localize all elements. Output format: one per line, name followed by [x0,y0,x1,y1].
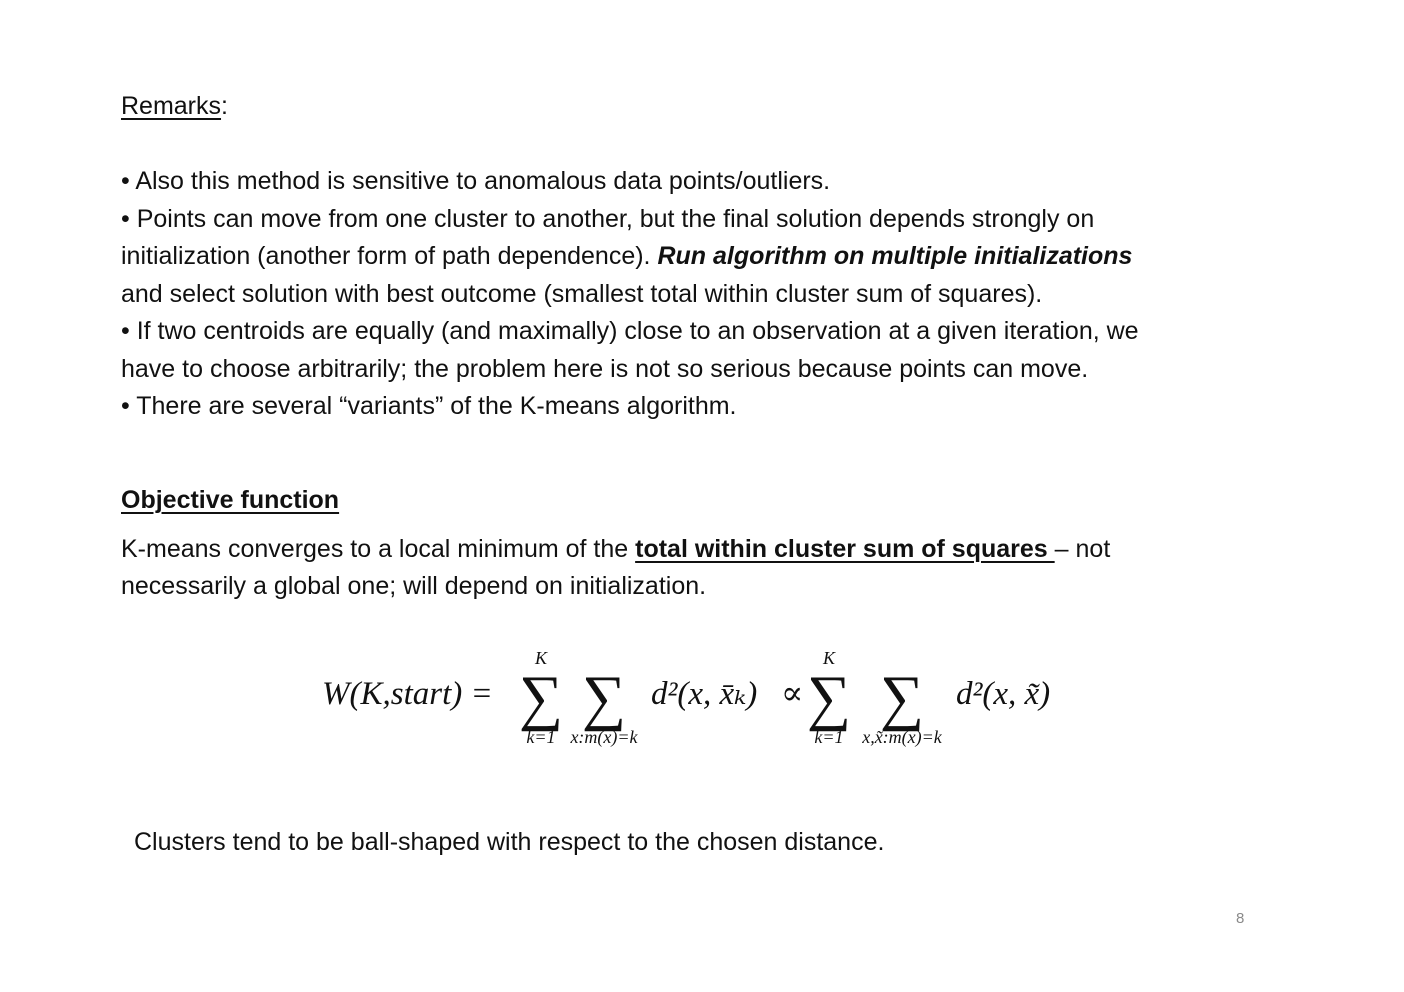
objective-line2: necessarily a global one; will depend on initialization. [121,572,707,600]
bullet-outliers: • Also this method is sensitive to anomalous data points/outliers. [121,167,831,195]
sum3-lower: k=1 [814,727,844,747]
wcss-emphasis: total within cluster sum of squares [635,535,1055,563]
proportional-symbol: ∝ [781,676,804,712]
multiple-initializations-emphasis: Run algorithm on multiple initializations [657,242,1133,270]
bullet-variants-quoted: “variants” [339,392,444,420]
sum3-sigma: ∑ [806,664,852,732]
bullet-path-dependence-line3: and select solution with best outcome (smallest total within cluster sum of squares). [121,279,1043,308]
bullet-variants-post: of the K-means algorithm. [443,392,737,420]
objective-line1-pre: K-means converges to a local minimum of the [121,535,636,563]
objective-line1 [121,531,1110,568]
bullet-path-dependence-line2 [121,238,1139,276]
bullet-ties-line2: have to choose arbitrarily; the problem here is not so serious because points can move. [121,354,1089,383]
objective-function-heading: Objective function [121,486,340,514]
formula-term1: d²(x, x̄ₖ) [651,676,758,712]
formula-lhs: W(K,start) = [322,676,493,712]
sum1-upper: K [534,648,548,668]
remarks-bullet-list [121,163,1139,426]
objective-line1-post: – not [1054,535,1111,563]
sum4-lower: x,x̃:m(x)=k [862,727,942,747]
closing-statement: Clusters tend to be ball-shaped with respect to the chosen distance. [134,828,885,856]
sum3-upper: K [822,648,836,668]
sum2-sigma: ∑ [581,664,627,732]
sum4-sigma: ∑ [879,664,925,732]
bullet-variants [121,388,1139,426]
objective-function-text [121,531,1110,605]
sum1-lower: k=1 [526,727,556,747]
wcss-formula [0,640,1404,760]
sum1-sigma: ∑ [518,664,564,732]
sum2-lower: x:m(x)=k [570,727,638,747]
remarks-heading [121,88,228,125]
bullet-path-dependence-line1: • Points can move from one cluster to another, but the final solution depends strongly on [121,204,1095,233]
bullet-variants-pre: • There are several [121,392,340,420]
formula-term2: d²(x, x̃) [956,676,1051,712]
bullet-ties-line1: • If two centroids are equally (and maximally) close to an observation at a given iteration, we [121,317,1139,345]
remarks-heading-text: Remarks [121,92,222,120]
remarks-colon: : [221,92,228,120]
page-number: 8 [1236,910,1245,927]
bullet-path-dependence-text: initialization (another form of path dependence). [121,242,658,270]
